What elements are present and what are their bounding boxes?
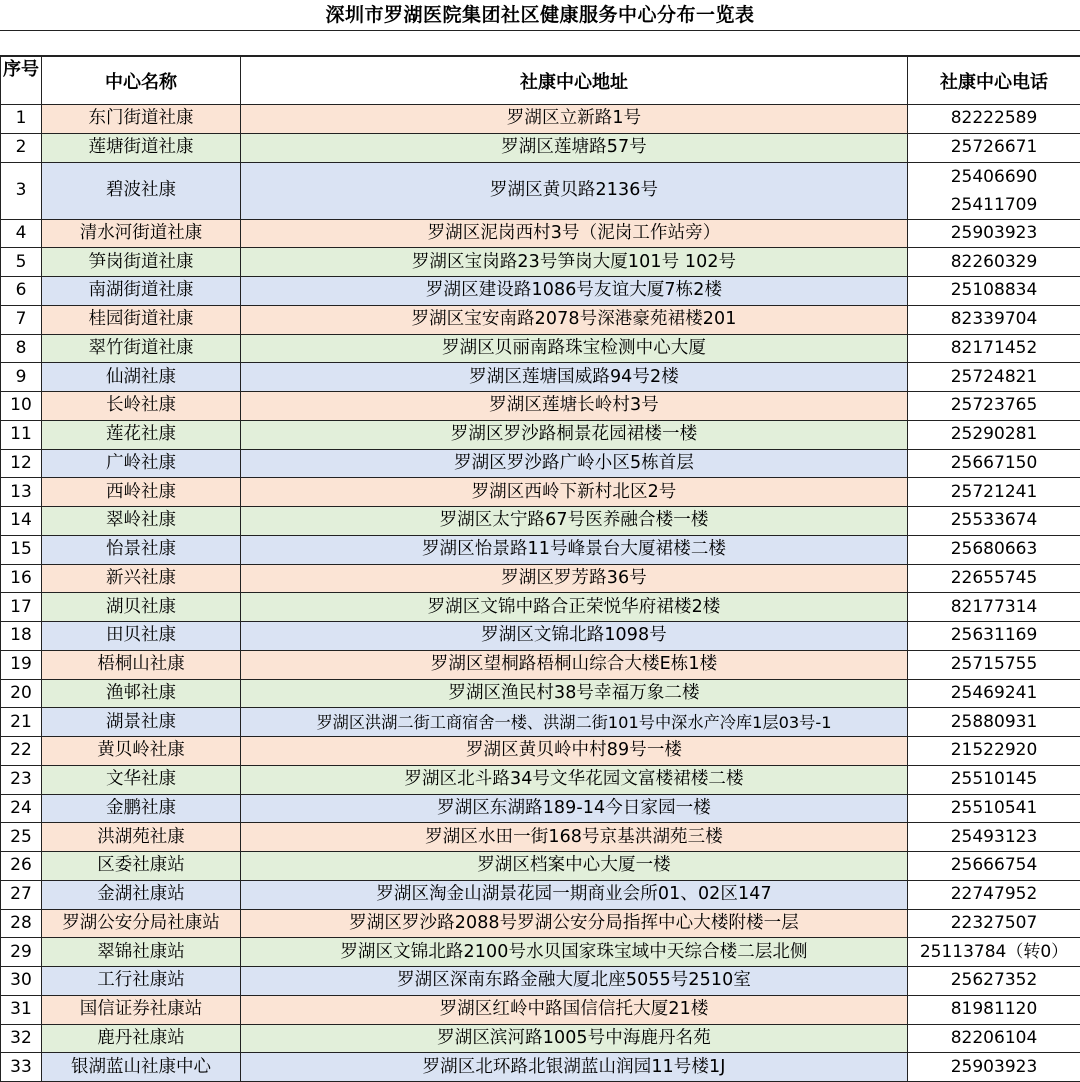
- cell-address[interactable]: 罗湖区黄贝岭中村89号一楼: [241, 737, 908, 766]
- cell-address[interactable]: 罗湖区宝岗路23号笋岗大厦101号 102号: [241, 248, 908, 277]
- table-row: [1, 133, 1080, 162]
- cell-address[interactable]: 罗湖区东湖路189-14今日家园一楼: [241, 794, 908, 823]
- cell-center-name[interactable]: 莲花社康: [42, 420, 241, 449]
- cell-index[interactable]: 21: [1, 708, 42, 737]
- table-row: [1, 622, 1080, 651]
- table-row: [1, 794, 1080, 823]
- cell-phone[interactable]: 25880931: [908, 708, 1080, 737]
- cell-center-name[interactable]: 湖贝社康: [42, 593, 241, 622]
- cell-index[interactable]: 9: [1, 363, 42, 392]
- cell-address[interactable]: 罗湖区渔民村38号幸福万象二楼: [241, 679, 908, 708]
- table-row: [1, 679, 1080, 708]
- table-row: [1, 852, 1080, 881]
- cell-address[interactable]: 罗湖区淘金山湖景花园一期商业会所01、02区147: [241, 880, 908, 909]
- blank-row[interactable]: [0, 31, 1080, 56]
- cell-address[interactable]: 罗湖区罗沙路广岭小区5栋首层: [241, 449, 908, 478]
- table-body: [1, 105, 1080, 1082]
- table-row: [1, 650, 1080, 679]
- cell-address[interactable]: 罗湖区建设路1086号友谊大厦7栋2楼: [241, 277, 908, 306]
- cell-center-name[interactable]: 南湖街道社康: [42, 277, 241, 306]
- cell-address[interactable]: 罗湖区罗芳路36号: [241, 564, 908, 593]
- table-row: [1, 363, 1080, 392]
- cell-address[interactable]: 罗湖区西岭下新村北区2号: [241, 478, 908, 507]
- cell-index[interactable]: 31: [1, 995, 42, 1024]
- header-name[interactable]: 中心名称: [42, 57, 241, 105]
- header-address[interactable]: 社康中心地址: [241, 57, 908, 105]
- cell-address[interactable]: 罗湖区文锦中路合正荣悦华府裙楼2楼: [241, 593, 908, 622]
- cell-center-name[interactable]: 笋岗街道社康: [42, 248, 241, 277]
- cell-address[interactable]: 罗湖区莲塘路57号: [241, 133, 908, 162]
- cell-index[interactable]: 13: [1, 478, 42, 507]
- phone-line: 25411709: [908, 191, 1080, 219]
- cell-center-name[interactable]: 工行社康站: [42, 967, 241, 996]
- sheet-title: 深圳市罗湖医院集团社区健康服务中心分布一览表: [0, 0, 1080, 31]
- cell-phone[interactable]: 25667150: [908, 449, 1080, 478]
- cell-index[interactable]: 20: [1, 679, 42, 708]
- table-row: [1, 909, 1080, 938]
- cell-index[interactable]: 16: [1, 564, 42, 593]
- cell-center-name[interactable]: 鹿丹社康站: [42, 1024, 241, 1053]
- table-row: [1, 420, 1080, 449]
- cell-center-name[interactable]: 莲塘街道社康: [42, 133, 241, 162]
- header-phone[interactable]: 社康中心电话: [908, 57, 1080, 105]
- table-row: [1, 1053, 1080, 1082]
- cell-address[interactable]: 罗湖区滨河路1005号中海鹿丹名苑: [241, 1024, 908, 1053]
- cell-index[interactable]: 6: [1, 277, 42, 306]
- cell-address[interactable]: 罗湖区红岭中路国信信托大厦21楼: [241, 995, 908, 1024]
- cell-address[interactable]: 罗湖区黄贝路2136号: [241, 162, 908, 219]
- cell-phone[interactable]: 25631169: [908, 622, 1080, 651]
- cell-index[interactable]: 3: [1, 162, 42, 219]
- table-row: [1, 305, 1080, 334]
- cell-center-name[interactable]: 金鹏社康: [42, 794, 241, 823]
- cell-phone[interactable]: 25510145: [908, 765, 1080, 794]
- cell-center-name[interactable]: 清水河街道社康: [42, 219, 241, 248]
- cell-center-name[interactable]: 湖景社康: [42, 708, 241, 737]
- cell-center-name[interactable]: 长岭社康: [42, 392, 241, 421]
- table-row: [1, 880, 1080, 909]
- cell-center-name[interactable]: 怡景社康: [42, 535, 241, 564]
- cell-address[interactable]: 罗湖区档案中心大厦一楼: [241, 852, 908, 881]
- cell-phone[interactable]: 25627352: [908, 967, 1080, 996]
- cell-index[interactable]: 18: [1, 622, 42, 651]
- cell-center-name[interactable]: 银湖蓝山社康中心: [42, 1053, 241, 1082]
- cell-center-name[interactable]: 黄贝岭社康: [42, 737, 241, 766]
- cell-address[interactable]: 罗湖区水田一街168号京基洪湖苑三楼: [241, 823, 908, 852]
- cell-center-name[interactable]: 广岭社康: [42, 449, 241, 478]
- cell-phone[interactable]: 25724821: [908, 363, 1080, 392]
- cell-center-name[interactable]: 新兴社康: [42, 564, 241, 593]
- cell-center-name[interactable]: 田贝社康: [42, 622, 241, 651]
- cell-index[interactable]: 11: [1, 420, 42, 449]
- cell-center-name[interactable]: 国信证券社康站: [42, 995, 241, 1024]
- cell-center-name[interactable]: 渔邨社康: [42, 679, 241, 708]
- table-row: [1, 334, 1080, 363]
- cell-index[interactable]: 28: [1, 909, 42, 938]
- table-row: [1, 938, 1080, 967]
- cell-phone[interactable]: 22655745: [908, 564, 1080, 593]
- cell-address[interactable]: 罗湖区宝安南路2078号深港豪苑裙楼201: [241, 305, 908, 334]
- cell-phone[interactable]: 82339704: [908, 305, 1080, 334]
- cell-index[interactable]: 33: [1, 1053, 42, 1082]
- cell-phone[interactable]: 82206104: [908, 1024, 1080, 1053]
- cell-address[interactable]: 罗湖区文锦北路2100号水贝国家珠宝域中天综合楼二层北侧: [241, 938, 908, 967]
- cell-phone[interactable]: 81981120: [908, 995, 1080, 1024]
- cell-center-name[interactable]: 仙湖社康: [42, 363, 241, 392]
- table-row: [1, 392, 1080, 421]
- cell-index[interactable]: 4: [1, 219, 42, 248]
- table-row: [1, 507, 1080, 536]
- cell-index[interactable]: 32: [1, 1024, 42, 1053]
- cell-address[interactable]: 罗湖区怡景路11号峰景台大厦裙楼二楼: [241, 535, 908, 564]
- cell-address[interactable]: 罗湖区莲塘长岭村3号: [241, 392, 908, 421]
- cell-phone[interactable]: 25903923: [908, 1053, 1080, 1082]
- cell-center-name[interactable]: 洪湖苑社康: [42, 823, 241, 852]
- cell-phone[interactable]: 82222589: [908, 105, 1080, 134]
- cell-center-name[interactable]: 翠锦社康站: [42, 938, 241, 967]
- cell-phone[interactable]: 25108834: [908, 277, 1080, 306]
- cell-center-name[interactable]: 罗湖公安分局社康站: [42, 909, 241, 938]
- cell-center-name[interactable]: 东门街道社康: [42, 105, 241, 134]
- cell-index[interactable]: 8: [1, 334, 42, 363]
- cell-index[interactable]: 5: [1, 248, 42, 277]
- table-row: [1, 1024, 1080, 1053]
- table-row: [1, 162, 1080, 219]
- cell-phone[interactable]: 25721241: [908, 478, 1080, 507]
- table-row: [1, 105, 1080, 134]
- table-row: [1, 823, 1080, 852]
- table-row: [1, 219, 1080, 248]
- table-row: [1, 478, 1080, 507]
- cell-phone[interactable]: 25726671: [908, 133, 1080, 162]
- cell-center-name[interactable]: 文华社康: [42, 765, 241, 794]
- header-row: [1, 57, 1080, 105]
- cell-center-name[interactable]: 碧波社康: [42, 162, 241, 219]
- cell-index[interactable]: 22: [1, 737, 42, 766]
- cell-address[interactable]: 罗湖区贝丽南路珠宝检测中心大厦: [241, 334, 908, 363]
- cell-phone[interactable]: 82260329: [908, 248, 1080, 277]
- table-row: [1, 967, 1080, 996]
- cell-index[interactable]: 7: [1, 305, 42, 334]
- cell-index[interactable]: 30: [1, 967, 42, 996]
- cell-phone[interactable]: 25493123: [908, 823, 1080, 852]
- table-row: [1, 449, 1080, 478]
- cell-phone[interactable]: 82171452: [908, 334, 1080, 363]
- cell-center-name[interactable]: 翠岭社康: [42, 507, 241, 536]
- cell-address[interactable]: 罗湖区罗沙路桐景花园裙楼一楼: [241, 420, 908, 449]
- cell-center-name[interactable]: 桂园街道社康: [42, 305, 241, 334]
- cell-phone[interactable]: 21522920: [908, 737, 1080, 766]
- cell-phone[interactable]: 25290281: [908, 420, 1080, 449]
- cell-center-name[interactable]: 梧桐山社康: [42, 650, 241, 679]
- cell-phone[interactable]: 25533674: [908, 507, 1080, 536]
- table-row: [1, 765, 1080, 794]
- cell-index[interactable]: 23: [1, 765, 42, 794]
- cell-phone[interactable]: 25510541: [908, 794, 1080, 823]
- header-index[interactable]: 序号: [1, 57, 42, 105]
- cell-phone[interactable]: 22747952: [908, 880, 1080, 909]
- cell-index[interactable]: 24: [1, 794, 42, 823]
- cell-index[interactable]: 27: [1, 880, 42, 909]
- cell-center-name[interactable]: 金湖社康站: [42, 880, 241, 909]
- cell-address[interactable]: 罗湖区文锦北路1098号: [241, 622, 908, 651]
- cell-phone[interactable]: 25723765: [908, 392, 1080, 421]
- cell-index[interactable]: 10: [1, 392, 42, 421]
- cell-phone[interactable]: 25903923: [908, 219, 1080, 248]
- cell-index[interactable]: 15: [1, 535, 42, 564]
- service-center-table: [0, 56, 1080, 1082]
- cell-address[interactable]: 罗湖区洪湖二街工商宿舍一楼、洪湖二街101号中深水产冷库1层03号-1: [241, 708, 908, 737]
- table-row: [1, 277, 1080, 306]
- cell-phone[interactable]: 25666754: [908, 852, 1080, 881]
- table-row: [1, 535, 1080, 564]
- cell-index[interactable]: 19: [1, 650, 42, 679]
- cell-address[interactable]: 罗湖区望桐路梧桐山综合大楼E栋1楼: [241, 650, 908, 679]
- cell-index[interactable]: 26: [1, 852, 42, 881]
- cell-phone[interactable]: [908, 162, 1080, 219]
- cell-address[interactable]: 罗湖区深南东路金融大厦北座5055号2510室: [241, 967, 908, 996]
- cell-phone[interactable]: 82177314: [908, 593, 1080, 622]
- cell-index[interactable]: 1: [1, 105, 42, 134]
- table-row: [1, 593, 1080, 622]
- cell-center-name[interactable]: 区委社康站: [42, 852, 241, 881]
- cell-address[interactable]: 罗湖区罗沙路2088号罗湖公安分局指挥中心大楼附楼一层: [241, 909, 908, 938]
- cell-center-name[interactable]: 翠竹街道社康: [42, 334, 241, 363]
- cell-phone[interactable]: 25680663: [908, 535, 1080, 564]
- cell-address[interactable]: 罗湖区泥岗西村3号（泥岗工作站旁）: [241, 219, 908, 248]
- cell-index[interactable]: 2: [1, 133, 42, 162]
- cell-phone[interactable]: 25469241: [908, 679, 1080, 708]
- table-row: [1, 708, 1080, 737]
- table-row: [1, 564, 1080, 593]
- cell-address[interactable]: 罗湖区太宁路67号医养融合楼一楼: [241, 507, 908, 536]
- cell-phone[interactable]: 25715755: [908, 650, 1080, 679]
- cell-index[interactable]: 25: [1, 823, 42, 852]
- cell-address[interactable]: 罗湖区立新路1号: [241, 105, 908, 134]
- cell-index[interactable]: 29: [1, 938, 42, 967]
- table-row: [1, 737, 1080, 766]
- cell-center-name[interactable]: 西岭社康: [42, 478, 241, 507]
- phone-line: 25406690: [908, 163, 1080, 191]
- table-row: [1, 995, 1080, 1024]
- cell-phone[interactable]: 25113784（转0）: [908, 938, 1080, 967]
- cell-address[interactable]: 罗湖区北环路北银湖蓝山润园11号楼1J: [241, 1053, 908, 1082]
- cell-index[interactable]: 12: [1, 449, 42, 478]
- table-row: [1, 248, 1080, 277]
- cell-address[interactable]: 罗湖区莲塘国威路94号2楼: [241, 363, 908, 392]
- cell-index[interactable]: 17: [1, 593, 42, 622]
- cell-address[interactable]: 罗湖区北斗路34号文华花园文富楼裙楼二楼: [241, 765, 908, 794]
- cell-phone[interactable]: 22327507: [908, 909, 1080, 938]
- cell-index[interactable]: 14: [1, 507, 42, 536]
